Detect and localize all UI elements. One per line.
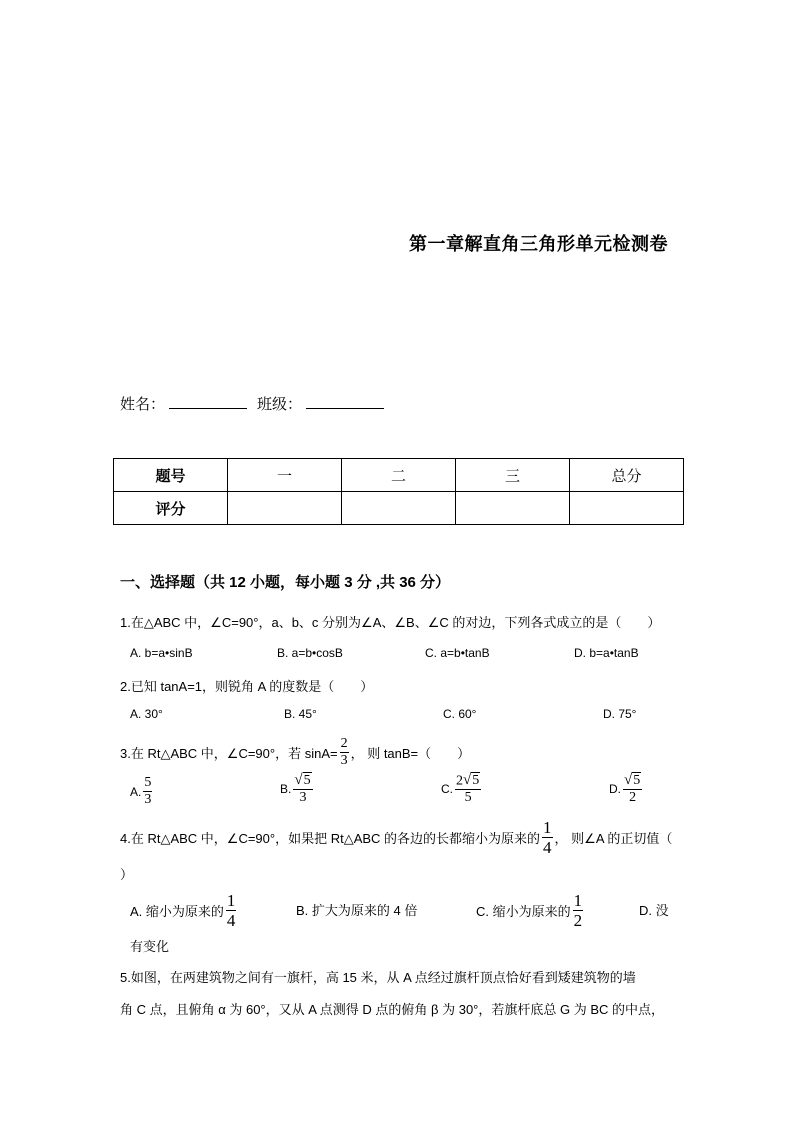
class-blank[interactable] — [306, 394, 384, 409]
q4-text-after: ， 则∠A 的正切值（ — [554, 831, 673, 846]
q3-option-c-rad: 5 — [472, 773, 480, 788]
q1-option-d: D. b=a•tanB — [574, 646, 639, 660]
name-blank[interactable] — [169, 394, 247, 409]
q3-text-before: 3.在 Rt△ABC 中，∠C=90°，若 sinA= — [120, 746, 338, 761]
score-table-header-row — [114, 459, 684, 492]
q4-option-c-frac — [573, 892, 584, 929]
score-table — [113, 458, 684, 525]
q3-text-after: ， 则 tanB=（ ） — [350, 746, 471, 761]
q3-option-c-label: C. — [441, 781, 453, 796]
section-heading: 一、选择题（共 12 小题，每小题 3 分 ,共 36 分） — [120, 574, 451, 591]
q3-option-a — [130, 776, 154, 807]
q3-option-b — [280, 772, 315, 805]
q4-option-c — [476, 892, 585, 929]
q3-frac-den: 3 — [340, 753, 348, 768]
q3-option-d-den: 2 — [629, 790, 637, 806]
score-col-total: 总分 — [570, 459, 684, 492]
q3-option-d-frac: √ 5 2 — [624, 772, 641, 806]
q4-option-c-den: 2 — [573, 911, 583, 930]
question-2-text: 2.已知 tanA=1，则锐角 A 的度数是（ ） — [120, 679, 374, 694]
q3-option-a-label: A. — [130, 784, 142, 799]
q3-option-d-label: D. — [609, 781, 621, 796]
q2-option-c: C. 60° — [443, 707, 477, 721]
q3-option-c-frac: 2 √ 5 5 — [456, 772, 480, 806]
q3-option-b-label: B. — [280, 781, 292, 796]
q1-option-c: C. a=b•tanB — [425, 646, 490, 660]
q4-fraction — [542, 819, 553, 856]
q4-text-before: 4.在 Rt△ABC 中，∠C=90°，如果把 Rt△ABC 的各边的长都缩小为原来的 — [120, 831, 541, 846]
q4-option-a-frac — [226, 892, 237, 929]
q3-option-d — [609, 772, 644, 805]
student-info — [120, 393, 394, 414]
q3-option-c-coef: 2 — [456, 773, 463, 789]
score-col-3: 三 — [456, 459, 570, 492]
q2-option-b: B. 45° — [284, 707, 317, 721]
q4-text-line2: ） — [120, 867, 134, 882]
q3-option-b-den: 3 — [299, 790, 307, 806]
question-3-text — [120, 737, 470, 768]
q3-option-a-frac — [143, 776, 152, 807]
question-5-line2: 角 C 点，且俯角 α 为 60°，又从 A 点测得 D 点的俯角 β 为 30°，若旗杆底总 G 为 BC 的中点， — [120, 1002, 665, 1017]
page-title: 第一章解直角三角形单元检测卷 — [409, 234, 668, 254]
q3-fraction — [340, 737, 349, 768]
q4-option-c-text: C. 缩小为原来的 — [476, 904, 571, 919]
question-1-text: 1.在△ABC 中，∠C=90°，a、b、c 分别为∠A、∠B、∠C 的对边，下列各式成立的是（ ） — [120, 615, 661, 630]
q3-option-a-den: 3 — [144, 792, 152, 807]
score-cell-3[interactable] — [456, 492, 570, 525]
q1-option-a: A. b=a•sinB — [130, 646, 193, 660]
q4-option-a-den: 4 — [226, 911, 236, 930]
score-col-1: 一 — [228, 459, 342, 492]
q4-option-d: D. 没 — [639, 903, 669, 918]
q4-option-a — [130, 892, 238, 929]
q4-option-c-num: 1 — [573, 891, 583, 910]
q4-option-d-cont: 有变化 — [130, 939, 170, 954]
q3-option-b-rad: 5 — [303, 773, 311, 788]
q3-option-d-rad: 5 — [633, 773, 641, 788]
score-cell-2[interactable] — [342, 492, 456, 525]
question-5-line1: 5.如图，在两建筑物之间有一旗杆，高 15 米，从 A 点经过旗杆顶点恰好看到矮建筑物的墙 — [120, 970, 636, 985]
q4-frac-den: 4 — [543, 838, 552, 857]
class-label: 班级： — [257, 396, 303, 413]
score-row-label: 评分 — [114, 492, 228, 525]
q3-option-b-frac: √ 5 3 — [294, 772, 311, 806]
q3-option-c — [441, 772, 483, 805]
score-cell-total[interactable] — [570, 492, 684, 525]
q2-option-a: A. 30° — [130, 707, 163, 721]
q3-option-a-num: 5 — [144, 775, 152, 790]
q2-option-d: D. 75° — [603, 707, 637, 721]
score-col-2: 二 — [342, 459, 456, 492]
q1-option-b: B. a=b•cosB — [277, 646, 343, 660]
score-table-score-row — [114, 492, 684, 525]
q4-frac-num: 1 — [543, 818, 552, 837]
question-4-text — [120, 819, 672, 856]
score-cell-1[interactable] — [228, 492, 342, 525]
q3-option-c-den: 5 — [464, 790, 472, 806]
q4-option-b: B. 扩大为原来的 4 倍 — [296, 903, 418, 918]
score-header-label: 题号 — [114, 459, 228, 492]
q4-option-a-text: A. 缩小为原来的 — [130, 904, 224, 919]
name-label: 姓名： — [120, 396, 166, 413]
q4-option-a-num: 1 — [226, 891, 236, 910]
q3-frac-num: 2 — [340, 736, 348, 751]
